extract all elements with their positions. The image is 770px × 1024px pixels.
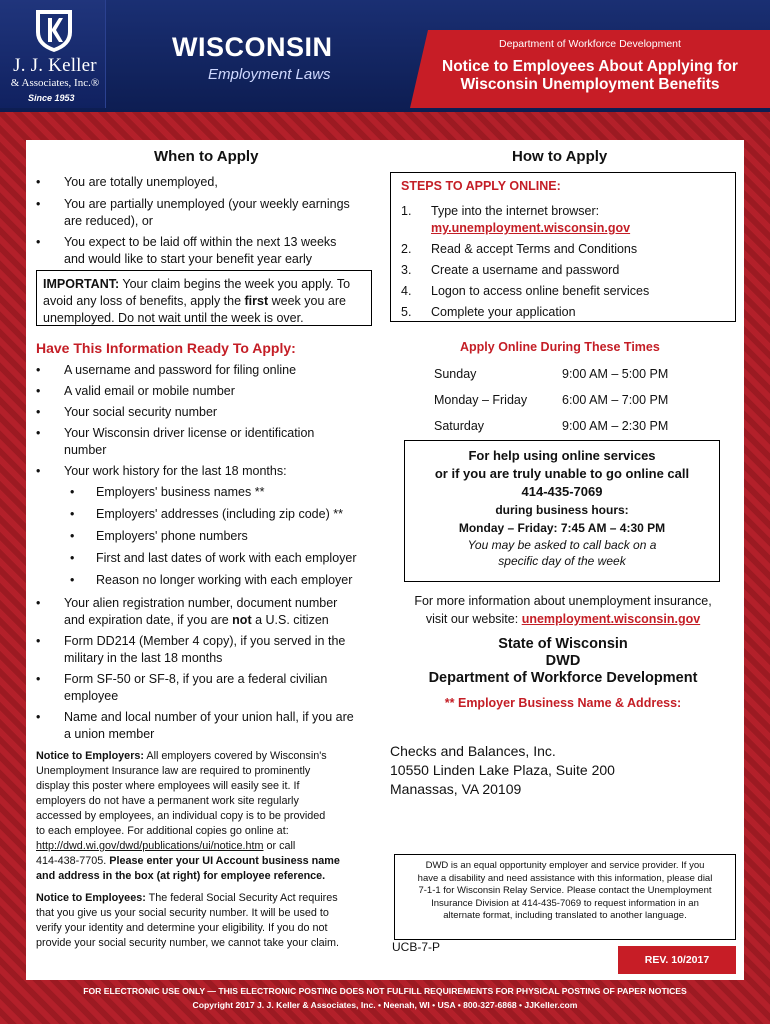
important-text: avoid any loss of benefits, apply the: [43, 294, 245, 308]
footer-disclaimer: FOR ELECTRONIC USE ONLY — THIS ELECTRONIC POSTING DOES NOT FULFILL REQUIREMENTS FOR PHYSICAL POSTING OF PAPER NOTICES: [83, 986, 687, 996]
logo-name: J. J. Keller: [13, 55, 97, 76]
employers-line: Unemployment Insurance law are required to prominently: [36, 765, 311, 777]
logo-since: Since 1953: [28, 93, 75, 103]
employer-city: Manassas, VA 20109: [390, 781, 522, 797]
employers-line: accessed by employees, an individual copy is to be provided: [36, 810, 326, 822]
steps-box: [390, 172, 736, 322]
footer: [0, 984, 770, 1012]
help-box: [404, 440, 720, 582]
employers-text: All employers covered by Wisconsin's: [144, 750, 327, 762]
step-number: 2.: [401, 242, 412, 256]
equal-opportunity-box: [394, 854, 736, 940]
employers-bold: Please enter your UI Account business name: [109, 855, 340, 867]
eoe-line: alternate format, including translated to another language.: [443, 910, 687, 921]
step-number: 1.: [401, 204, 412, 218]
bullet-text: number: [64, 443, 107, 457]
steps-heading: STEPS TO APPLY ONLINE:: [401, 179, 561, 193]
bullet-text: First and last dates of work with each employer: [96, 551, 357, 565]
bullet-text: Form DD214 (Member 4 copy), if you served in the: [64, 634, 346, 648]
help-hours-label: during business hours:: [495, 503, 629, 517]
bullet-dot: •: [36, 710, 41, 724]
bullet-text: Your alien registration number, document number: [64, 596, 338, 610]
bullet-text: Your work history for the last 18 months:: [64, 464, 287, 478]
more-info-line: For more information about unemployment insurance,: [414, 594, 712, 608]
keller-k-icon: [32, 6, 76, 54]
employers-phone: 414-438-7705.: [36, 855, 110, 867]
bullet-dot: •: [36, 405, 41, 419]
state-line: DWD: [545, 653, 581, 669]
important-box: [36, 270, 372, 326]
logo: [0, 0, 106, 108]
notice-to-employees: [36, 891, 381, 951]
step-text: Read & accept Terms and Conditions: [431, 242, 638, 256]
employers-line: display this poster where employees will easily see it. If: [36, 780, 300, 792]
bullet-dot: •: [36, 175, 41, 189]
state-title: WISCONSIN: [172, 32, 333, 62]
employers-label: Notice to Employers:: [36, 750, 144, 762]
bullet-text: Reason no longer working with each employer: [96, 573, 353, 587]
unemployment-website-link[interactable]: unemployment.wisconsin.gov: [521, 612, 701, 626]
unemployment-portal-link[interactable]: my.unemployment.wisconsin.gov: [431, 221, 631, 235]
state-dwd-block: [390, 636, 736, 687]
bullet-text: and would like to start your benefit year early: [64, 252, 313, 266]
employees-text: The federal Social Security Act requires: [145, 892, 338, 904]
bullet-dot: •: [70, 529, 75, 543]
employees-line: verify your identity and determine your eligibility. If you do not: [36, 922, 328, 934]
bullet-text: Your Wisconsin driver license or identification: [64, 426, 315, 440]
bullet-text: A username and password for filing online: [64, 363, 297, 377]
state-line: State of Wisconsin: [498, 636, 628, 652]
help-hours: Monday – Friday: 7:45 AM – 4:30 PM: [458, 521, 666, 535]
bullet-dot: •: [36, 672, 41, 686]
employers-line: [36, 839, 381, 854]
employers-line: [36, 854, 381, 869]
notice-publications-link[interactable]: http://dwd.wi.gov/dwd/publications/ui/notice.htm: [36, 840, 264, 852]
bullet-dot: •: [36, 596, 41, 610]
employers-line: to each employee. For additional copies go online at:: [36, 825, 289, 837]
employer-name: Checks and Balances, Inc.: [390, 743, 556, 759]
bullet-text: You expect to be laid off within the next 13 weeks: [64, 235, 337, 249]
bullet-text: Name and local number of your union hall, if you are: [64, 710, 354, 724]
logo-subtitle: [10, 77, 100, 89]
bullet-dot: •: [70, 507, 75, 521]
important-line1: [43, 276, 365, 293]
eoe-line: Insurance Division at 414-435-7069 to request information in an: [431, 897, 699, 909]
important-line3: unemployed. Do not wait until the week is over.: [43, 311, 304, 325]
employer-address: [390, 742, 615, 799]
notice-title: [410, 58, 770, 94]
step-text: Complete your application: [431, 305, 576, 319]
help-phone: 414-435-7069: [521, 484, 603, 499]
times-day: Monday – Friday: [434, 393, 528, 407]
bullet-text: You are partially unemployed (your weekly earnings: [64, 197, 350, 211]
more-info-line: [390, 610, 736, 628]
bullet-dot: •: [36, 363, 41, 377]
bullet-text: [64, 612, 329, 629]
ready-heading: Have This Information Ready To Apply:: [36, 340, 296, 356]
bullet-dot: •: [36, 235, 41, 249]
bullet-dot: •: [70, 485, 75, 499]
employers-line: [36, 869, 381, 884]
notice-title-line2: Wisconsin Unemployment Benefits: [460, 76, 720, 93]
revision-badge: REV. 10/2017: [618, 946, 736, 974]
times-day: Sunday: [434, 367, 477, 381]
times-day: Saturday: [434, 419, 485, 433]
step-number: 5.: [401, 305, 412, 319]
content-panel: [26, 140, 744, 980]
state-subtitle: Employment Laws: [208, 66, 331, 83]
times-hours: 6:00 AM – 7:00 PM: [562, 393, 669, 407]
bullet-text-part: a U.S. citizen: [251, 613, 329, 627]
employees-line: provide your social security number, we cannot take your claim.: [36, 937, 340, 949]
bullet-dot: •: [36, 634, 41, 648]
step-text: Type into the internet browser:: [431, 204, 600, 218]
help-line: For help using online services: [468, 448, 656, 463]
bullet-text: employee: [64, 689, 119, 703]
important-text: Your claim begins the week you apply. To: [119, 277, 351, 291]
help-line: or if you are truly unable to go online call: [434, 466, 690, 481]
bullet-dot: •: [70, 573, 75, 587]
bullet-text-part: and expiration date, if you are: [64, 613, 233, 627]
bullet-text: Your social security number: [64, 405, 218, 419]
more-info: [390, 592, 736, 628]
bullet-dot: •: [36, 197, 41, 211]
important-first: first: [244, 294, 269, 308]
form-id: UCB-7-P: [392, 940, 441, 954]
employees-label: Notice to Employees:: [36, 892, 146, 904]
how-to-apply-heading: How to Apply: [512, 148, 608, 165]
important-line2: [43, 293, 365, 310]
employers-line: employers do not have a permanent work site regularly: [36, 795, 299, 807]
times-hours: 9:00 AM – 2:30 PM: [562, 419, 669, 433]
employers-bold: and address in the box (at right) for employee reference.: [36, 870, 326, 882]
employer-street: 10550 Linden Lake Plaza, Suite 200: [390, 762, 615, 778]
step-text: Logon to access online benefit services: [431, 284, 650, 298]
more-info-text: visit our website:: [425, 612, 522, 626]
bullet-text: military in the last 18 months: [64, 651, 223, 665]
bullet-text: Employers' phone numbers: [96, 529, 248, 543]
bullet-text: a union member: [64, 727, 155, 741]
eoe-line: 7-1-1 for Wisconsin Relay Service. Please contact the Unemployment: [418, 885, 712, 896]
bullet-dot: •: [36, 426, 41, 440]
bullet-dot: •: [70, 551, 75, 565]
department-name: Department of Workforce Development: [499, 38, 681, 50]
logo-registered: ®: [90, 77, 100, 89]
step-number: 3.: [401, 263, 412, 277]
when-to-apply-heading: When to Apply: [154, 148, 259, 165]
notice-to-employers: [36, 749, 381, 884]
employer-address-label: ** Employer Business Name & Address:: [444, 696, 682, 710]
bullet-text-not: not: [232, 613, 252, 627]
help-note: You may be asked to call back on a: [467, 538, 657, 552]
footer-copyright: Copyright 2017 J. J. Keller & Associates, Inc. • Neenah, WI • USA • 800-327-6868 • JJKeller.com: [192, 1000, 578, 1010]
employees-line: that you give us your social security number. It will be used to: [36, 907, 329, 919]
bullet-text: A valid email or mobile number: [64, 384, 235, 398]
eoe-line: DWD is an equal opportunity employer and service provider. If you: [425, 860, 705, 871]
important-label: IMPORTANT:: [43, 277, 120, 291]
help-note: specific day of the week: [498, 554, 626, 568]
step-text: Create a username and password: [431, 263, 620, 277]
employers-line: [36, 749, 381, 764]
bullet-text: Form SF-50 or SF-8, if you are a federal civilian: [64, 672, 328, 686]
eoe-line: have a disability and need assistance with this information, please dial: [417, 872, 713, 884]
times-heading: Apply Online During These Times: [460, 340, 660, 354]
header-banner: [0, 0, 770, 112]
important-text: week you are: [268, 294, 346, 308]
bullet-text: Employers' business names **: [96, 485, 265, 499]
bullet-text: are reduced), or: [64, 214, 153, 228]
step-number: 4.: [401, 284, 412, 298]
state-line: Department of Workforce Development: [428, 670, 698, 686]
bullet-text: You are totally unemployed,: [64, 175, 218, 189]
notice-title-line1: Notice to Employees About Applying for: [442, 58, 738, 75]
employees-line: [36, 891, 381, 906]
times-hours: 9:00 AM – 5:00 PM: [562, 367, 669, 381]
logo-sub-text: & Associates, Inc.: [10, 77, 91, 89]
employers-text: or call: [263, 840, 296, 852]
bullet-text: Employers' addresses (including zip code) **: [96, 507, 343, 521]
bullet-dot: •: [36, 464, 41, 478]
bullet-dot: •: [36, 384, 41, 398]
